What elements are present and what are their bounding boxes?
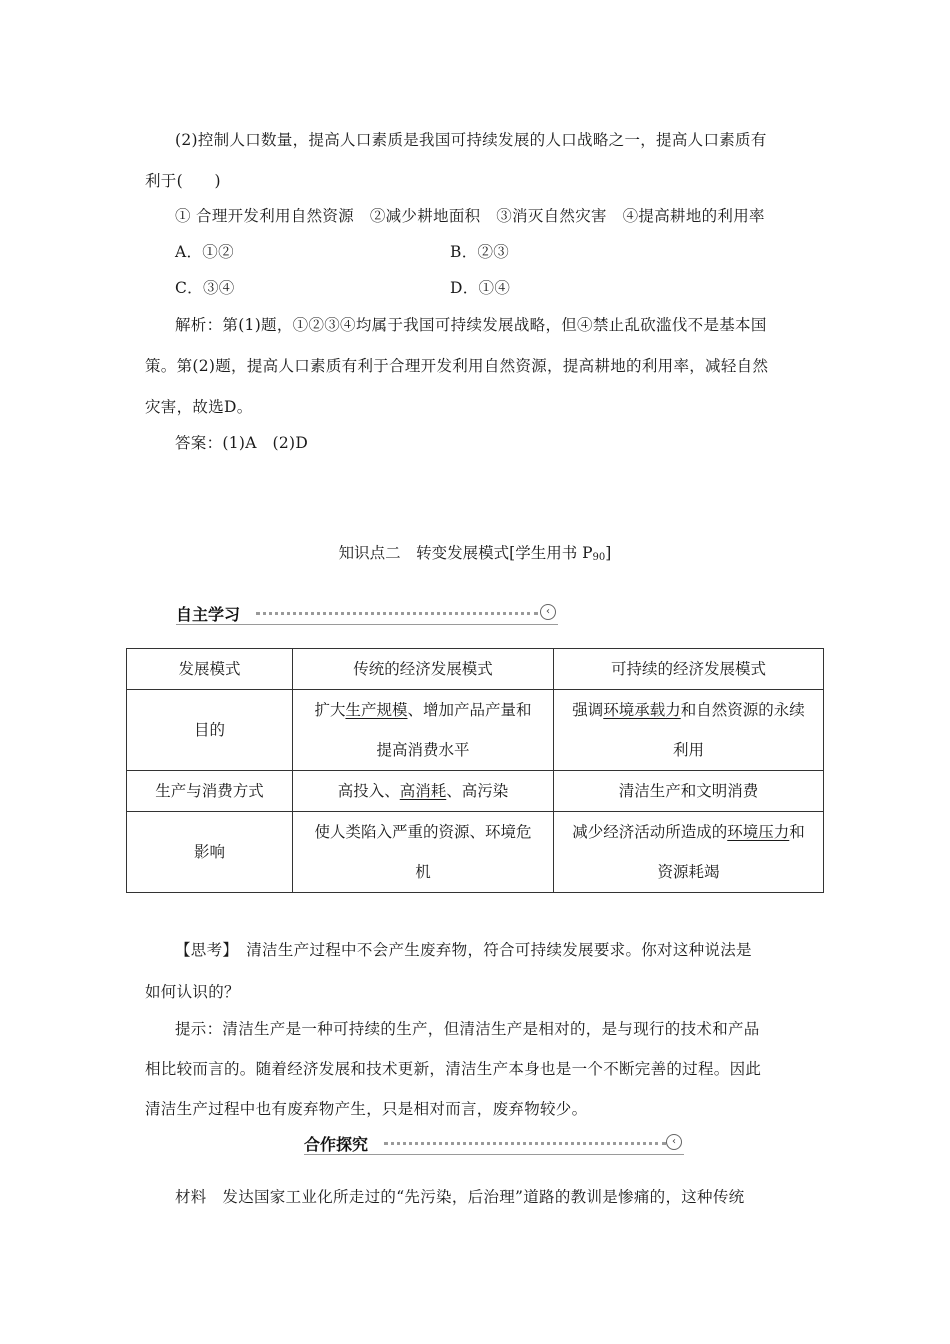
table-cell: 减少经济活动所造成的环境压力和 资源耗竭 — [554, 812, 824, 893]
hint-line3: 清洁生产过程中也有废弃物产生，只是相对而言，废弃物较少。 — [145, 1100, 588, 1118]
chevron-left-icon: ‹ — [666, 1134, 682, 1150]
table-row — [127, 812, 824, 893]
table-header-cell: 可持续的经济发展模式 — [554, 649, 824, 690]
answer-line: 答案：(1)A (2)D — [175, 434, 309, 452]
section-title: 知识点二 转变发展模式[学生用书 $P_{90}$] — [338, 544, 612, 563]
development-model-table — [126, 648, 824, 893]
table-cell: 使人类陷入严重的资源、环境危 机 — [293, 812, 554, 893]
option-b: B．②③ — [450, 243, 510, 261]
hint-line2: 相比较而言的。随着经济发展和技术更新，清洁生产本身也是一个不断完善的过程。因此 — [145, 1060, 762, 1078]
option-d: D．①④ — [450, 279, 511, 297]
chevron-left-icon: ‹ — [540, 604, 556, 620]
table-header-cell: 传统的经济发展模式 — [293, 649, 554, 690]
question2-statements: ① 合理开发利用自然资源 ②减少耕地面积 ③消灭自然灾害 ④提高耕地的利用率 — [175, 207, 765, 225]
table-row — [127, 690, 824, 771]
material-line1: 材料 发达国家工业化所走过的“先污染，后治理”道路的教训是惨痛的，这种传统 — [175, 1188, 745, 1206]
banner-label: 自主学习 — [176, 605, 241, 624]
hint-line1: 提示：清洁生产是一种可持续的生产，但清洁生产是相对的，是与现行的技术和产品 — [175, 1020, 760, 1038]
think-line2: 如何认识的？ — [145, 983, 240, 1001]
table-cell: 扩大生产规模、增加产品产量和 提高消费水平 — [293, 690, 554, 771]
table-row — [127, 771, 824, 812]
table-cell: 强调环境承载力和自然资源的永续 利用 — [554, 690, 824, 771]
option-a: A．①② — [175, 243, 234, 261]
analysis-line3: 灾害，故选D。 — [145, 398, 253, 416]
banner-label: 合作探究 — [304, 1135, 369, 1154]
option-c: C．③④ — [175, 279, 235, 297]
cooperative-inquiry-banner — [304, 1132, 684, 1154]
think-line1: 【思考】 清洁生产过程中不会产生废弃物，符合可持续发展要求。你对这种说法是 — [175, 941, 752, 959]
table-header-row — [127, 649, 824, 690]
analysis-line1: 解析：第(1)题，①②③④均属于我国可持续发展战略，但④禁止乱砍滥伐不是基本国 — [175, 316, 767, 334]
row-label: 生产与消费方式 — [127, 771, 293, 812]
analysis-line2: 策。第(2)题，提高人口素质有利于合理开发利用自然资源，提高耕地的利用率，减轻自然 — [145, 357, 769, 375]
row-label: 影响 — [127, 812, 293, 893]
table-header-cell: 发展模式 — [127, 649, 293, 690]
table-cell: 高投入、高消耗、高污染 — [293, 771, 554, 812]
row-label: 目的 — [127, 690, 293, 771]
question2-line1: (2)控制人口数量，提高人口素质是我国可持续发展的人口战略之一，提高人口素质有 — [175, 131, 767, 149]
table-cell: 清洁生产和文明消费 — [554, 771, 824, 812]
self-study-banner — [176, 602, 558, 624]
question2-line2: 利于( ) — [145, 172, 221, 190]
